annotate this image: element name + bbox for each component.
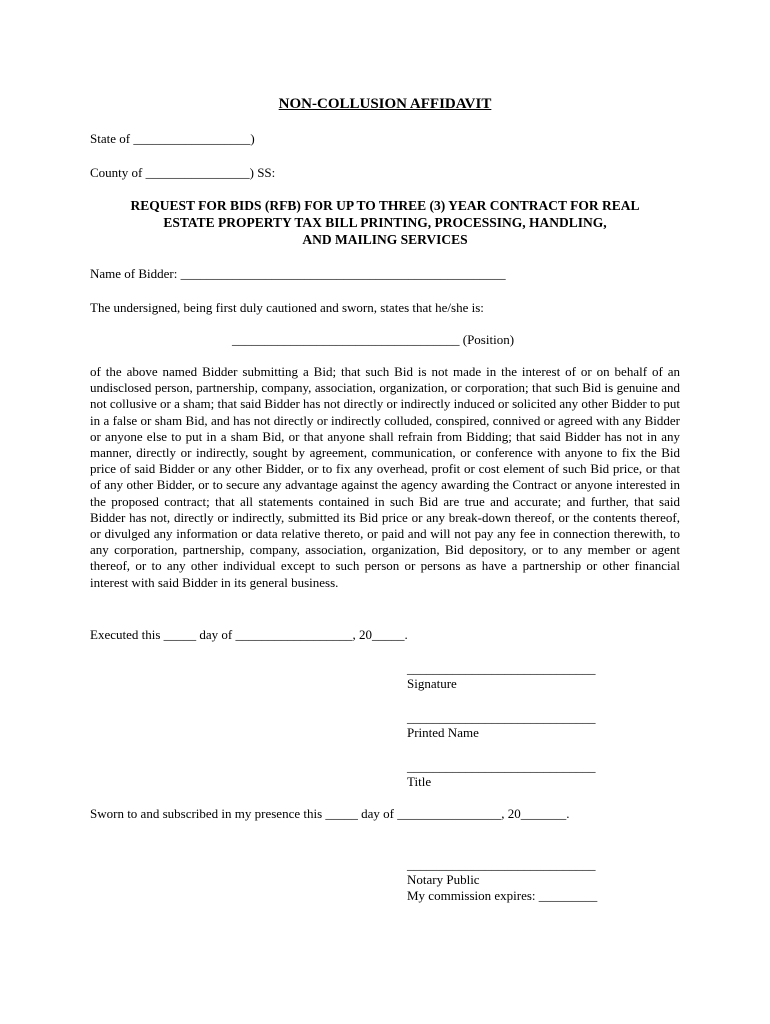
state-line: State of __________________)	[90, 131, 255, 146]
document-title: NON-COLLUSION AFFIDAVIT	[278, 96, 492, 112]
signature-label: Signature	[407, 676, 457, 691]
title-label: Title	[407, 774, 432, 789]
notary-label: Notary Public	[407, 872, 480, 887]
rfb-heading-line-2: ESTATE PROPERTY TAX BILL PRINTING, PROCESSING, HANDLING,	[163, 215, 607, 230]
position-line: ___________________________________ (Position)	[232, 332, 515, 347]
commission-line: My commission expires: _________	[407, 888, 598, 903]
affidavit-body: of the above named Bidder submitting a Bid; that such Bid is not made in the interest of or on behalf of an undisclosed person, partnership, company, association, organization, or corporation; that such Bid is genuine and not collusive or a sham; that said Bidder has not directly or indirectly induced or solicited any other Bidder to put in a false or sham Bid, and has not directly or indirectly colluded, conspired, connived or agreed with any Bidder or anyone else to put in a sham Bid, or that anyone shall refrain from Bidding; that said Bidder has not in any manner, directly or indirectly, sought by agreement, communication, or conference with anyone to fix the Bid price of said Bidder or any other Bidder, or to fix any overhead, profit or cost element of such Bid price, or that of any other Bidder, or to secure any advantage against the agency awarding the Contract or anyone interested in the proposed contract; that all statements contained in such Bid are true and accurate; and further, that said Bidder has not, directly or indirectly, submitted its Bid price or any break-down thereof, or the contents thereof, or divulged any information or data relative thereto, or paid and will not pay any fee in connection therewith, to any corporation, partnership, company, association, organization, Bid depository, or to any member or agent thereof, or to any other individual except to such person or persons as have a partnership or other financial interest with said Bidder in its general business.	[90, 364, 680, 590]
rfb-heading-line-1: REQUEST FOR BIDS (RFB) FOR UP TO THREE (3) YEAR CONTRACT FOR REAL	[130, 198, 640, 213]
bidder-name-line: Name of Bidder: __________________________________________________	[90, 266, 506, 281]
printed-name-blank: _____________________________	[407, 710, 596, 725]
title-blank: _____________________________	[407, 759, 596, 774]
rfb-heading	[90, 197, 680, 248]
county-line: County of ________________) SS:	[90, 165, 276, 180]
executed-line: Executed this _____ day of __________________, 20_____.	[90, 627, 408, 642]
printed-name-label: Printed Name	[407, 725, 479, 740]
sworn-intro: The undersigned, being first duly cautioned and sworn, states that he/she is:	[90, 300, 484, 315]
rfb-heading-line-3: AND MAILING SERVICES	[302, 232, 468, 247]
notary-blank: _____________________________	[407, 857, 596, 872]
signature-blank: _____________________________	[407, 661, 596, 676]
sworn-subscribed-line: Sworn to and subscribed in my presence this _____ day of ________________, 20_______.	[90, 806, 570, 821]
